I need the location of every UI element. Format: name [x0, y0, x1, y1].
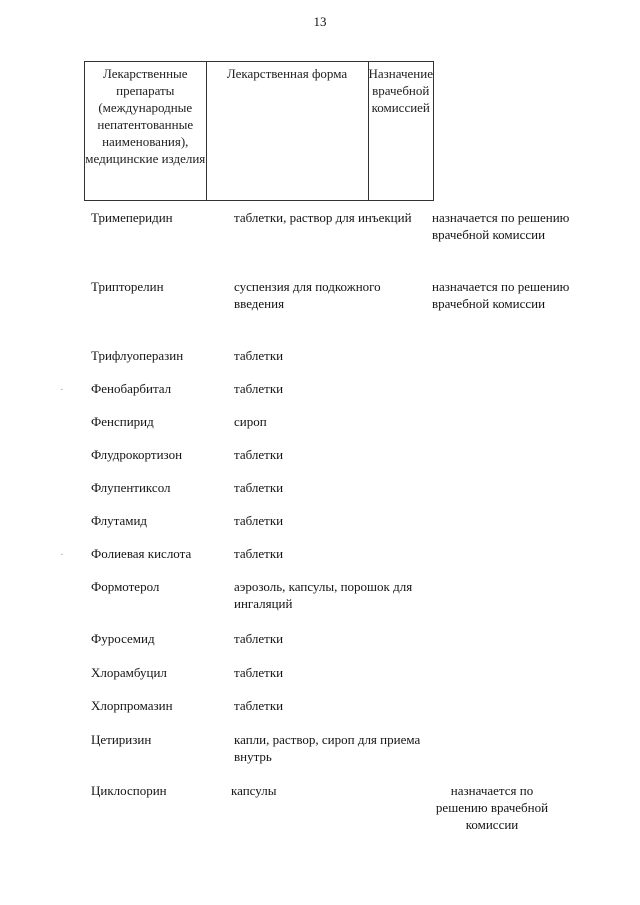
dosage-form: таблетки — [234, 631, 284, 646]
dosage-form: таблетки, раствор для инъекций — [234, 210, 412, 225]
scan-margin-mark: · — [60, 549, 64, 561]
dosage-form: таблетки — [234, 348, 284, 363]
drug-name: Циклоспорин — [91, 783, 167, 798]
dosage-form: суспензия для подкожного введения — [234, 279, 381, 311]
header-commission: Назначение врачебной комиссией — [368, 66, 433, 115]
dosage-form: таблетки — [234, 480, 284, 495]
commission-note: назначается по решению врачебной комиссии — [435, 783, 549, 832]
header-drug-names: Лекарственные препараты (международные непатентованные наименования), медицинские изделия — [85, 62, 207, 200]
drug-name: Флутамид — [91, 513, 148, 528]
dosage-form: таблетки — [234, 447, 284, 462]
drug-name: Тримеперидин — [91, 210, 173, 225]
drug-name: Фенобарбитал — [91, 381, 172, 396]
drug-name: Хлорпромазин — [91, 698, 173, 713]
drug-name: Флупентиксол — [91, 480, 171, 495]
drug-name: Фолиевая кислота — [91, 546, 192, 561]
drug-name: Хлорамбуцил — [91, 665, 167, 680]
dosage-form: капли, раствор, сироп для приема внутрь — [234, 732, 421, 764]
drug-name: Формотерол — [91, 579, 160, 594]
drug-name: Фуросемид — [91, 631, 155, 646]
drug-name: Флудрокортизон — [91, 447, 183, 462]
dosage-form: таблетки — [234, 665, 284, 680]
table-header — [84, 61, 434, 201]
drug-name: Трипторелин — [91, 279, 164, 294]
drug-name: Фенспирид — [91, 414, 154, 429]
header-dosage-form: Лекарственная форма — [207, 62, 369, 200]
drug-name: Трифлуоперазин — [91, 348, 184, 363]
dosage-form: аэрозоль, капсулы, порошок для ингаляций — [234, 579, 413, 611]
drug-name: Цетиризин — [91, 732, 152, 747]
dosage-form: капсулы — [231, 783, 277, 798]
scan-margin-mark: · — [60, 384, 64, 396]
page-number: 13 — [313, 14, 327, 29]
dosage-form: сироп — [234, 414, 267, 429]
dosage-form: таблетки — [234, 698, 284, 713]
dosage-form: таблетки — [234, 381, 284, 396]
dosage-form: таблетки — [234, 513, 284, 528]
commission-note: назначается по решению врачебной комиссии — [432, 210, 570, 242]
commission-note: назначается по решению врачебной комиссии — [432, 279, 570, 311]
dosage-form: таблетки — [234, 546, 284, 561]
